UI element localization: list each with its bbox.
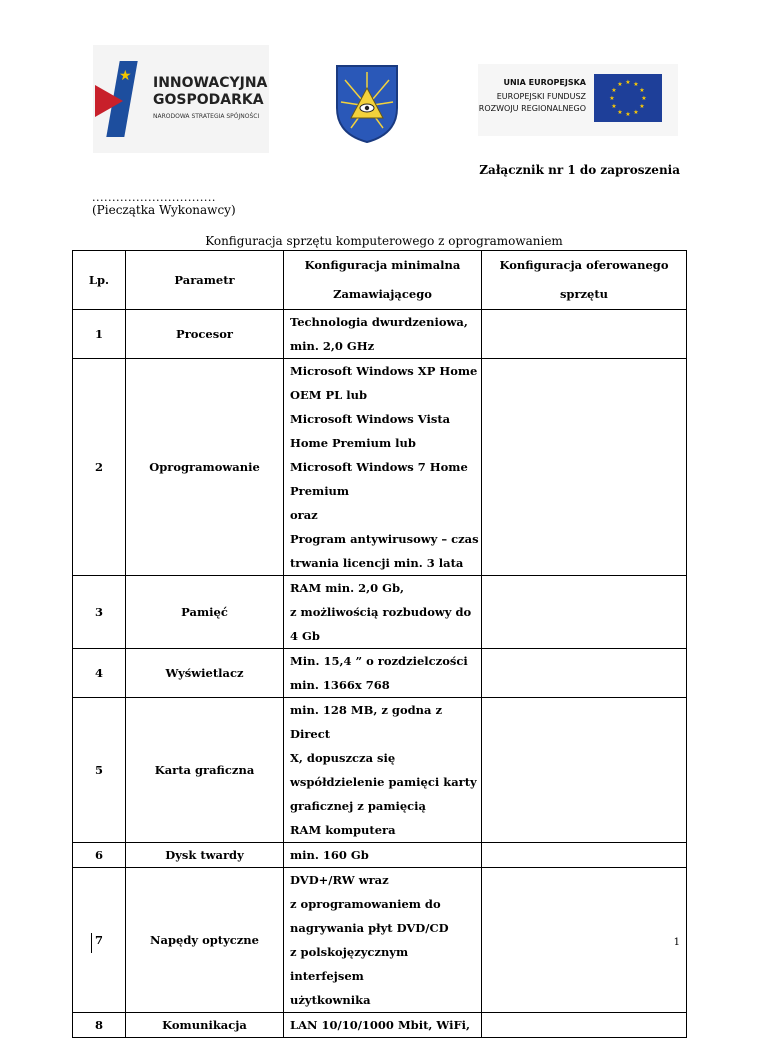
header-lp: Lp. bbox=[73, 251, 126, 310]
logo-text-line1: INNOWACYJNA bbox=[153, 75, 268, 91]
header-min-config: Konfiguracja minimalna Zamawiającego bbox=[284, 251, 482, 310]
page-number: 1 bbox=[673, 937, 680, 948]
header-offered-config: Konfiguracja oferowanego sprzętu bbox=[482, 251, 687, 310]
row-min-config: DVD+/RW wraz z oprogramowaniem do nagrywania płyt DVD/CD z polskojęzycznym interfejsem użytkownika bbox=[284, 868, 482, 1013]
logo-text-line2: GOSPODARKA bbox=[153, 92, 264, 108]
row-parameter: Procesor bbox=[126, 310, 284, 359]
table-row bbox=[73, 868, 687, 1013]
row-lp: 2 bbox=[73, 359, 126, 576]
row-offered-config[interactable] bbox=[482, 649, 687, 698]
row-min-config: Technologia dwurdzeniowa, min. 2,0 GHz bbox=[284, 310, 482, 359]
row-offered-config[interactable] bbox=[482, 868, 687, 1013]
svg-text:★: ★ bbox=[639, 87, 645, 94]
row-min-config: min. 128 MB, z godna z Direct X, dopuszcza się współdzielenie pamięci karty graficznej z pamięcią RAM komputera bbox=[284, 698, 482, 843]
row-min-config: LAN 10/10/1000 Mbit, WiFi, bbox=[284, 1013, 482, 1038]
municipal-crest-icon bbox=[333, 62, 401, 144]
row-lp: 1 bbox=[73, 310, 126, 359]
row-lp: 5 bbox=[73, 698, 126, 843]
row-lp: 7 bbox=[73, 868, 126, 1013]
innowacyjna-gospodarka-logo bbox=[93, 45, 269, 153]
row-lp: 4 bbox=[73, 649, 126, 698]
svg-text:★: ★ bbox=[609, 95, 615, 102]
svg-text:★: ★ bbox=[633, 109, 639, 116]
svg-text:★: ★ bbox=[625, 111, 631, 118]
eu-text-line3: ROZWOJU REGIONALNEGO bbox=[478, 104, 586, 113]
row-min-config: RAM min. 2,0 Gb, z możliwością rozbudowy do 4 Gb bbox=[284, 576, 482, 649]
row-offered-config[interactable] bbox=[482, 576, 687, 649]
svg-text:★: ★ bbox=[639, 103, 645, 110]
svg-text:★: ★ bbox=[617, 109, 623, 116]
row-offered-config[interactable] bbox=[482, 310, 687, 359]
row-parameter: Komunikacja bbox=[126, 1013, 284, 1038]
eu-flag-icon bbox=[594, 74, 662, 122]
table-row bbox=[73, 1013, 687, 1038]
svg-text:★: ★ bbox=[611, 103, 617, 110]
row-offered-config[interactable] bbox=[482, 359, 687, 576]
row-parameter: Pamięć bbox=[126, 576, 284, 649]
row-lp: 8 bbox=[73, 1013, 126, 1038]
logo-strip bbox=[0, 0, 768, 160]
svg-text:★: ★ bbox=[617, 81, 623, 88]
row-parameter: Napędy optyczne bbox=[126, 868, 284, 1013]
row-parameter: Karta graficzna bbox=[126, 698, 284, 843]
row-min-config: Min. 15,4 ” o rozdzielczości min. 1366x 768 bbox=[284, 649, 482, 698]
row-offered-config[interactable] bbox=[482, 1013, 687, 1038]
table-row bbox=[73, 576, 687, 649]
svg-text:★: ★ bbox=[641, 95, 647, 102]
row-offered-config[interactable] bbox=[482, 843, 687, 868]
logo-text-line3: NARODOWA STRATEGIA SPÓJNOŚCI bbox=[153, 113, 260, 120]
annex-label: Załącznik nr 1 do zaproszenia bbox=[479, 163, 680, 177]
table-row bbox=[73, 843, 687, 868]
row-min-config: Microsoft Windows XP Home OEM PL lub Microsoft Windows Vista Home Premium lub Microsoft Windows 7 Home Premium oraz Program antywirusowy – czas trwania licencji min. 3 lata bbox=[284, 359, 482, 576]
row-min-config: min. 160 Gb bbox=[284, 843, 482, 868]
logo-red-arrow bbox=[95, 85, 123, 117]
table-row bbox=[73, 310, 687, 359]
eu-text-line2: EUROPEJSKI FUNDUSZ bbox=[496, 92, 586, 101]
svg-text:★: ★ bbox=[633, 81, 639, 88]
row-parameter: Dysk twardy bbox=[126, 843, 284, 868]
svg-text:★: ★ bbox=[611, 87, 617, 94]
document-title: Konfiguracja sprzętu komputerowego z oprogramowaniem bbox=[205, 234, 563, 248]
star-icon: ★ bbox=[119, 68, 132, 84]
svg-text:★: ★ bbox=[625, 79, 631, 86]
table-header-row bbox=[73, 251, 687, 310]
row-lp: 6 bbox=[73, 843, 126, 868]
table-row bbox=[73, 649, 687, 698]
eu-fund-logo bbox=[478, 64, 678, 136]
stamp-dots: ............................... bbox=[92, 191, 216, 204]
row-lp: 3 bbox=[73, 576, 126, 649]
configuration-table bbox=[72, 250, 687, 1038]
eu-text-line1: UNIA EUROPEJSKA bbox=[503, 78, 586, 87]
margin-mark bbox=[91, 933, 92, 953]
row-parameter: Oprogramowanie bbox=[126, 359, 284, 576]
table-row bbox=[73, 698, 687, 843]
row-parameter: Wyświetlacz bbox=[126, 649, 284, 698]
table-row bbox=[73, 359, 687, 576]
row-offered-config[interactable] bbox=[482, 698, 687, 843]
header-parameter: Parametr bbox=[126, 251, 284, 310]
stamp-label: (Pieczątka Wykonawcy) bbox=[92, 203, 236, 217]
